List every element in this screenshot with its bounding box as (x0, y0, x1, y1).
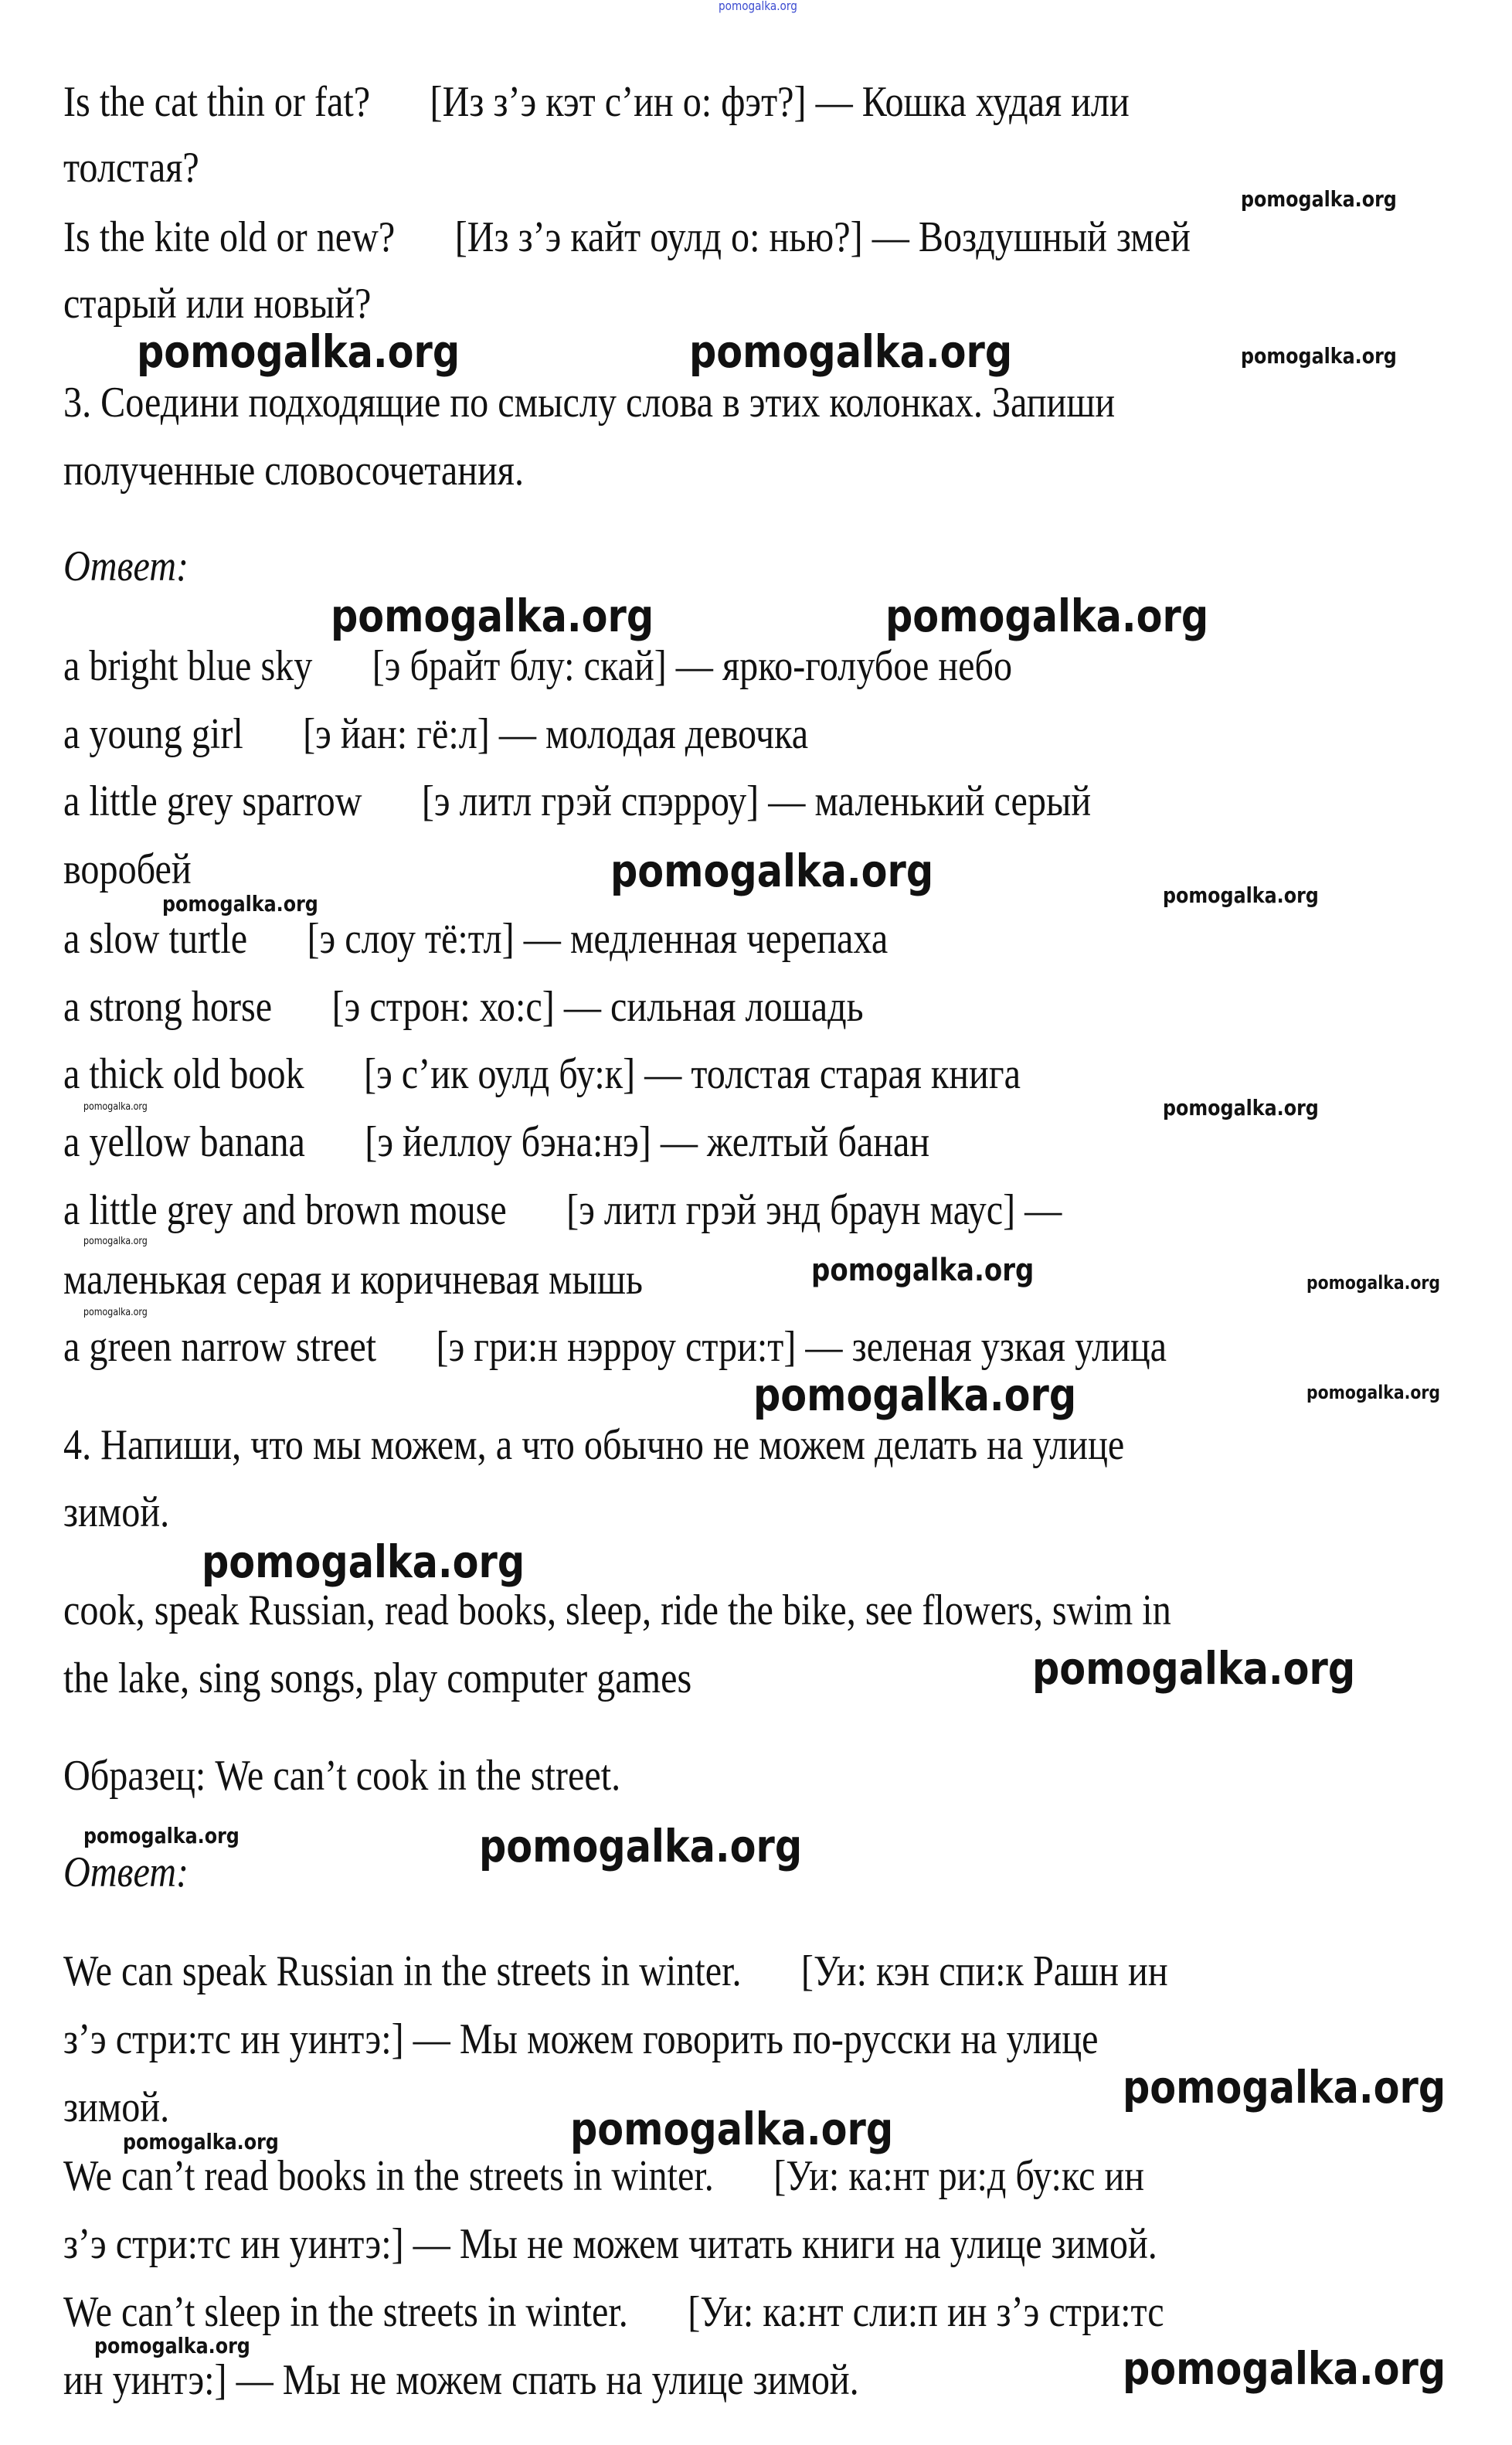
watermark: pomogalka.org (331, 590, 654, 642)
watermark: pomogalka.org (83, 1307, 148, 1318)
text-line: з’э стри:тс ин уинтэ:] — Мы не можем читать книги на улице зимой. (63, 2220, 1157, 2268)
text-line: старый или новый? (63, 280, 372, 328)
english-phrase: a bright blue sky (63, 642, 313, 690)
english-phrase: a slow turtle (63, 915, 248, 963)
transcription: [э йеллоу бэна:нэ] — желтый банан (365, 1118, 930, 1166)
answer-line (63, 2290, 1164, 2334)
phrase-line (63, 1120, 929, 1164)
watermark: pomogalka.org (1306, 1272, 1441, 1294)
transcription: [э йан: гё:л] — молодая девочка (303, 710, 809, 758)
watermark: pomogalka.org (753, 1369, 1077, 1421)
watermark: pomogalka.org (1032, 1642, 1356, 1695)
watermark: pomogalka.org (1241, 186, 1397, 212)
english-phrase: a little grey and brown mouse (63, 1186, 507, 1234)
watermark: pomogalka.org (811, 1253, 1035, 1288)
watermark: pomogalka.org (137, 325, 460, 378)
text-line: зимой. (63, 2083, 170, 2131)
text-line: маленькая серая и коричневая мышь (63, 1256, 643, 1304)
transcription: [э литл грэй энд браун маус] — (566, 1186, 1062, 1234)
transcription: [Из з’э кэт с’ин о: фэт?] — Кошка худая или (430, 78, 1130, 126)
task-3-heading-cont: полученные словосочетания. (63, 447, 524, 495)
task-4-heading: 4. Напиши, что мы можем, а что обычно не можем делать на улице (63, 1421, 1125, 1469)
watermark: pomogalka.org (94, 2333, 250, 2358)
word-list-cont: the lake, sing songs, play computer games (63, 1654, 692, 1702)
watermark: pomogalka.org (479, 1820, 803, 1872)
answer-line (63, 1947, 1168, 1995)
watermark: pomogalka.org (689, 325, 1013, 378)
answer-label: Ответ: (63, 542, 189, 590)
watermark: pomogalka.org (610, 845, 934, 897)
watermark: pomogalka.org (162, 891, 318, 916)
transcription: [Уи: ка:нт ри:д бу:кс ин (773, 2152, 1145, 2200)
watermark: pomogalka.org (1163, 1095, 1319, 1120)
text-line: ин уинтэ:] — Мы не можем спать на улице зимой. (63, 2356, 859, 2404)
transcription: [э гри:н нэрроу стри:т] — зеленая узкая улица (436, 1323, 1167, 1371)
english-phrase: a thick old book (63, 1050, 304, 1098)
watermark: pomogalka.org (83, 1823, 240, 1848)
english-sentence: We can’t read books in the streets in winter. (63, 2152, 714, 2200)
question-line (63, 213, 1191, 261)
english-sentence: We can speak Russian in the streets in winter. (63, 1947, 742, 1995)
english-phrase: a young girl (63, 710, 243, 758)
english-sentence: We can’t sleep in the streets in winter. (63, 2288, 628, 2336)
phrase-line (63, 1052, 1021, 1096)
task-3-heading: 3. Соедини подходящие по смыслу слова в этих колонках. Запиши (63, 379, 1116, 427)
english-phrase: a strong horse (63, 983, 273, 1031)
transcription: [э с’ик оулд бу:к] — толстая старая книга (364, 1050, 1021, 1098)
text-line: толстая? (63, 144, 199, 192)
watermark: pomogalka.org (1123, 2061, 1446, 2113)
phrase-line (63, 1188, 1062, 1232)
text-line: воробей (63, 845, 192, 893)
transcription: [э литл грэй спэрроу] — маленький серый (421, 777, 1092, 825)
phrase-line (63, 917, 888, 961)
word-list: cook, speak Russian, read books, sleep, ride the bike, see flowers, swim in (63, 1586, 1171, 1634)
watermark: pomogalka.org (719, 0, 797, 13)
phrase-line (63, 985, 864, 1029)
phrase-line (63, 1325, 1167, 1369)
english-phrase: a little grey sparrow (63, 777, 362, 825)
english-phrase: Is the cat thin or fat? (63, 78, 371, 126)
answer-line (63, 2154, 1144, 2198)
task-4-heading-cont: зимой. (63, 1488, 170, 1536)
transcription: [э слоу тё:тл] — медленная черепаха (307, 915, 889, 963)
transcription: [Уи: ка:нт сли:п ин з’э стри:тс (688, 2288, 1164, 2336)
answer-label: Ответ: (63, 1848, 189, 1896)
phrase-line (63, 712, 808, 756)
watermark: pomogalka.org (885, 590, 1209, 642)
english-phrase: a yellow banana (63, 1118, 305, 1166)
watermark: pomogalka.org (123, 2129, 279, 2154)
transcription: [э брайт блу: скай] — ярко-голубое небо (372, 642, 1013, 690)
watermark: pomogalka.org (1306, 1382, 1441, 1403)
watermark: pomogalka.org (83, 1101, 148, 1113)
watermark: pomogalka.org (1241, 343, 1397, 369)
watermark: pomogalka.org (1163, 882, 1319, 908)
transcription: [э строн: хо:с] — сильная лошадь (331, 983, 864, 1031)
phrase-line (63, 644, 1012, 688)
watermark: pomogalka.org (83, 1236, 148, 1247)
english-phrase: Is the kite old or new? (63, 213, 396, 261)
english-phrase: a green narrow street (63, 1323, 377, 1371)
phrase-line (63, 777, 1092, 825)
text-line: з’э стри:тс ин уинтэ:] — Мы можем говорить по-русски на улице (63, 2015, 1099, 2063)
transcription: [Уи: кэн спи:к Рашн ин (800, 1947, 1168, 1995)
watermark: pomogalka.org (202, 1535, 525, 1588)
question-line (63, 80, 1130, 124)
transcription: [Из з’э кайт оулд о: нью?] — Воздушный змей (454, 213, 1191, 261)
watermark: pomogalka.org (570, 2103, 894, 2155)
watermark: pomogalka.org (1123, 2342, 1446, 2395)
example-line: Образец: We can’t cook in the street. (63, 1752, 621, 1800)
